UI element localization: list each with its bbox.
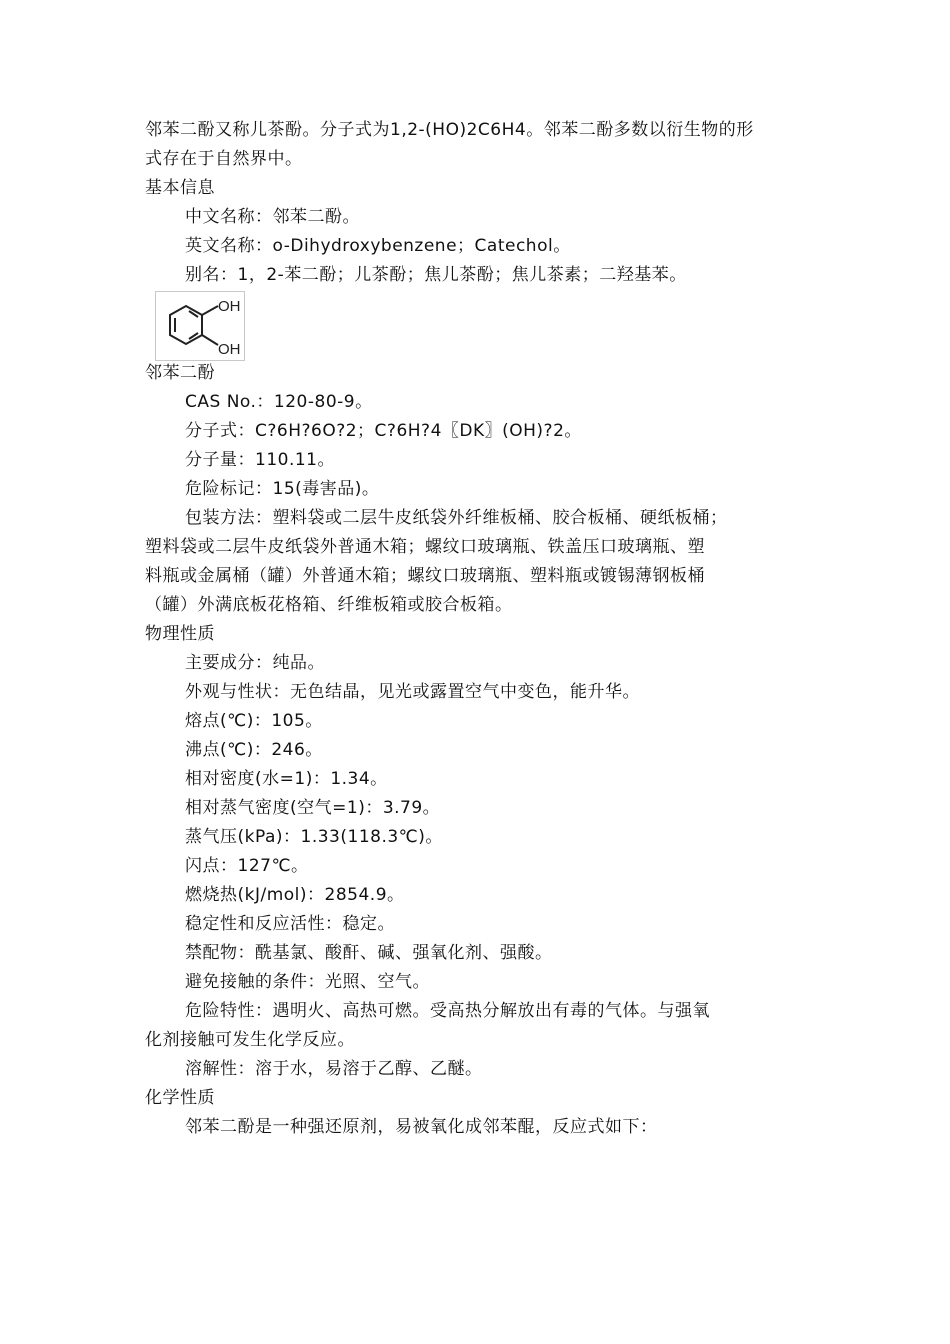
packaging-line-2: 塑料袋或二层牛皮纸袋外普通木箱；螺纹口玻璃瓶、铁盖压口玻璃瓶、塑 (145, 537, 705, 557)
flash-point: 闪点：127℃。 (185, 856, 309, 876)
vapor-pressure: 蒸气压(kPa)：1.33(118.3℃)。 (185, 827, 443, 847)
intro-line-2: 式存在于自然界中。 (145, 149, 303, 169)
oh-label-bottom: OH (218, 341, 241, 358)
hazard-mark: 危险标记：15(毒害品)。 (185, 479, 380, 499)
packaging-line-3: 料瓶或金属桶（罐）外普通木箱；螺纹口玻璃瓶、塑料瓶或镀锡薄钢板桶 (145, 566, 705, 586)
section-heading-chemical: 化学性质 (145, 1088, 215, 1108)
hazard-property-line-2: 化剂接触可发生化学反应。 (145, 1030, 355, 1050)
appearance: 外观与性状：无色结晶，见光或露置空气中变色，能升华。 (185, 682, 640, 702)
structure-caption: 邻苯二酚 (145, 363, 215, 383)
boiling-point: 沸点(℃)：246。 (185, 740, 323, 760)
hazard-property-line-1: 危险特性：遇明火、高热可燃。受高热分解放出有毒的气体。与强氧 (185, 1001, 710, 1021)
packaging-line-1: 包装方法：塑料袋或二层牛皮纸袋外纤维板桶、胶合板桶、硬纸板桶； (185, 508, 728, 528)
alias: 别名：1，2-苯二酚；儿茶酚；焦儿茶酚；焦儿茶素；二羟基苯。 (185, 265, 687, 285)
solubility: 溶解性：溶于水，易溶于乙醇、乙醚。 (185, 1059, 483, 1079)
packaging-line-4: （罐）外满底板花格箱、纤维板箱或胶合板箱。 (145, 595, 513, 615)
catechol-structure-image (155, 291, 245, 361)
section-heading-physical: 物理性质 (145, 624, 215, 644)
incompatible-materials: 禁配物：酰基氯、酸酐、碱、强氧化剂、强酸。 (185, 943, 553, 963)
conditions-to-avoid: 避免接触的条件：光照、空气。 (185, 972, 430, 992)
molecular-formula: 分子式：C?6H?6O?2；C?6H?4〖DK〗(OH)?2。 (185, 421, 582, 441)
benzene-ring-diagram (156, 292, 244, 360)
stability: 稳定性和反应活性：稳定。 (185, 914, 395, 934)
english-name: 英文名称：o-Dihydroxybenzene；Catechol。 (185, 236, 571, 256)
cas-number: CAS No.：120-80-9。 (185, 392, 373, 412)
section-heading-basic-info: 基本信息 (145, 178, 215, 198)
melting-point: 熔点(℃)：105。 (185, 711, 323, 731)
document-body (145, 116, 805, 1142)
main-component: 主要成分：纯品。 (185, 653, 325, 673)
combustion-heat: 燃烧热(kJ/mol)：2854.9。 (185, 885, 405, 905)
chinese-name: 中文名称：邻苯二酚。 (185, 207, 360, 227)
vapor-density: 相对蒸气密度(空气=1)：3.79。 (185, 798, 441, 818)
molecular-weight: 分子量：110.11。 (185, 450, 335, 470)
oh-label-top: OH (218, 298, 241, 315)
chemical-description: 邻苯二酚是一种强还原剂，易被氧化成邻苯醌，反应式如下： (185, 1117, 658, 1137)
relative-density: 相对密度(水=1)：1.34。 (185, 769, 388, 789)
intro-line-1: 邻苯二酚又称儿茶酚。分子式为1,2-(HO)2C6H4。邻苯二酚多数以衍生物的形 (145, 120, 754, 140)
